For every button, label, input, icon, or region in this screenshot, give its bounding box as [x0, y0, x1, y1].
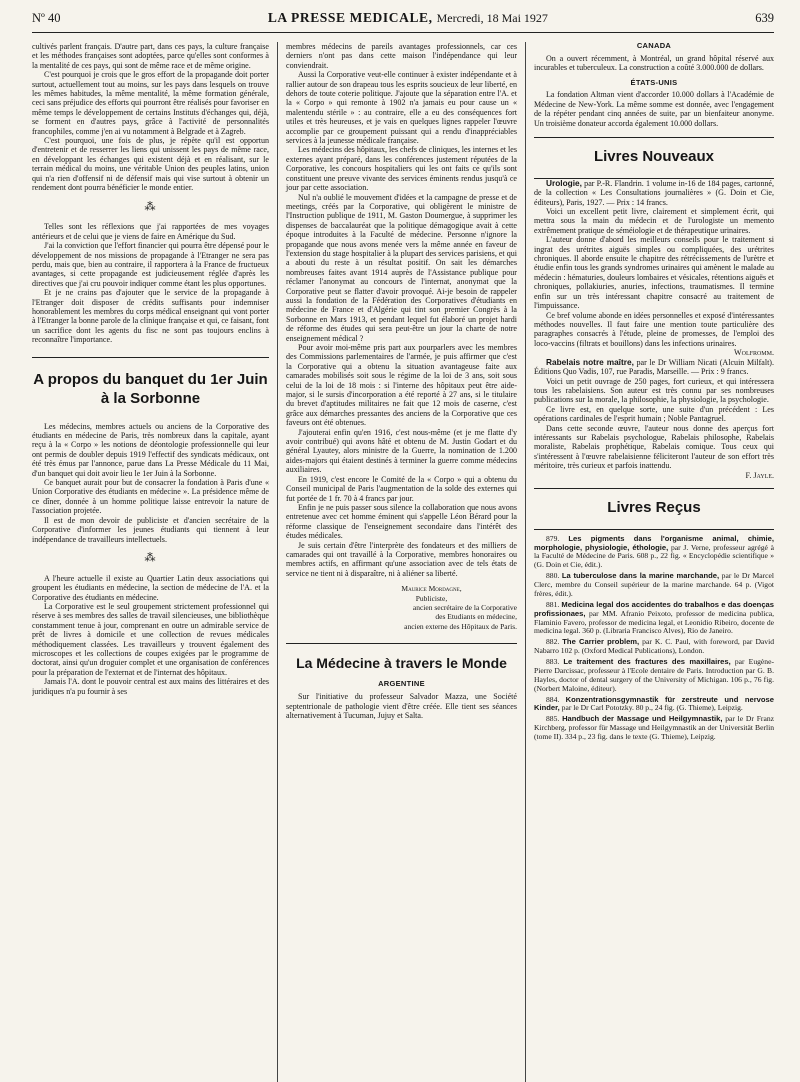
author-title: ancien secrétaire de la Corporative [412, 602, 517, 612]
received-book-item [534, 715, 774, 742]
received-book-details: par J. Verne, professeur agrégé à la Faculté de Médecine de Paris. 608 p., 22 fig. « Encyclopédie scientifique » (G. Doin et Cie, édit.). [534, 542, 774, 570]
new-books-header [534, 137, 774, 179]
paragraph: Ce bref volume abonde en idées personnelles et exposé d'intéressantes méthodes nouvelles. Il faut faire une mention toute particulière des paragraphes consacrés à l'étude, pleine de promesses, de l'emploi des loco-vaccins (filtrats et bouillons) dans les infections urinaires. [534, 310, 774, 348]
paragraph: Les médecins des hôpitaux, les chefs de cliniques, les internes et les externes ayant préparé, dans les conférences justement réputées de la Corporative, les concours hospitaliers qui les ont faits ce qu'ils sont constituent une preuve vivante des services éminents rendus jusqu'à ce jour par cette association. [286, 145, 517, 193]
received-book-item [534, 601, 774, 637]
column-1 [32, 42, 278, 1082]
section-title-world: La Médecine à travers le Monde [296, 655, 507, 672]
author-title: ancien externe des Hôpitaux de Paris. [404, 621, 517, 631]
paragraph: Ce livre est, en quelque sorte, une suite d'un précédent : Les opérations cardinales de l'esprit humain ; Noble Pantagruel. [534, 404, 774, 424]
received-books-header [534, 488, 774, 530]
page-number: 639 [755, 11, 774, 25]
paragraph: La Corporative est le seul groupement strictement professionnel qui réserve à ses membres des salles de travail silencieuses, une bibliothèque constamment tenue à jour, comprenant en outre un admirable service de prêt de livres à domicile et une collection de revues médicales méthodiquement classées. Les travailleurs y trouvent également des microscopes et les collections de coupes exigées par le programme de doctorat, ainsi qu'un droguier complet et une organisation de conférences pour la préparation de l'externat et de l'internat des hôpitaux. [32, 602, 269, 677]
received-book-details: par K. C. Paul, with foreword, par David Nabarro 102 p. (Oxford Medical Publications), London. [534, 637, 774, 656]
paragraph: L'auteur donne d'abord les meilleurs conseils pour le traitement si ingrat des urétrites aiguës simples ou compliquées, des urétrites chroniques. Il aborde ensuite le chapitre des rétrécissements de l'urètre et étudie enfin tous les grands syndromes urinaires qui amènent le malade au médecin : hématuries, douleurs lombaires et vésicales, rétentions aiguës et chroniques, pollakiuries, anuries, infections, traumatismes. Il termine enfin sur un très intéressant chapitre consacré au traitement de l'impuissance. [534, 235, 774, 311]
paragraph: Jamais l'A. dont le pouvoir central est aux mains des littéraires et des juridiques n'a pu fournir à ses [32, 677, 269, 696]
received-book-title: Handbuch der Massage und Heilgymnastik, [562, 714, 723, 724]
section-title-received-books: Livres Reçus [607, 499, 701, 517]
issue-number: Nº 40 [32, 11, 61, 25]
section-divider [286, 643, 517, 644]
received-books-list [534, 535, 774, 742]
paragraph: Il est de mon devoir de publiciste et d'ancien secrétaire de la Corporative d'informer les jeunes étudiants qui tiennent à leur indépendance de travailleurs intellectuels. [32, 515, 269, 544]
received-book-number: 879. [546, 533, 560, 543]
reviewer-signature: Wolfromm. [734, 348, 774, 358]
received-book-title: Medicina legal dos accidentes do trabalhos e das doenças profissionaes, [534, 599, 774, 618]
section-title-banquet [32, 370, 269, 409]
received-book-details: par le Dr Franz Kirchberg, professor für Massage und Heilgymnastik an der Universität Berlin (tome II). 334 p., 23 fig. dans le texte (G. Thieme), Leipzig. [534, 714, 774, 742]
paragraph: Ce banquet aurait pour but de consacrer la fondation à Paris d'une « Union Corporative des étudiants en médecine ». La présidence même de ce dîner, donnée à un homme politique laisse entrevoir la nature de l'association projetée. [32, 478, 269, 516]
paragraph: On a ouvert récemment, à Montréal, un grand hôpital réservé aux incurables et tuberculeux. La construction a coûté 3.000.000 de dollars. [534, 53, 774, 73]
author-title: Publiciste, [415, 593, 448, 603]
received-book-details: par le Dr Carl Pototzky. 80 p., 24 fig. (G. Thieme), Leipzig. [561, 703, 743, 713]
received-book-number: 883. [546, 657, 560, 667]
book-reference: par P.-R. Flandrin. 1 volume in-16 de 184 pages, cartonné, de la collection « Les Consultations journalières » (G. Doin et Cie, éditeurs), Paris, 1927. — Prix : 14 francs. [534, 178, 774, 207]
paragraph: Telles sont les réflexions que j'ai rapportées de mes voyages antérieurs et de celui que je viens de faire en Amérique du Sud. [32, 222, 269, 241]
received-book-details: par Eugène-Pierre Darcissac, professeur à l'Ecole dentaire de Paris. Introduction par G. B. Hayles, doctor of dental surgery of the University of Michigan. 106 p., 76 fig. (Norbert Maloine, éditeur). [534, 657, 774, 693]
column-2 [278, 42, 526, 1082]
asterism: ⁂ [144, 551, 157, 564]
page-header [32, 0, 774, 33]
paragraph: Je suis certain d'être l'interprète des fondateurs et des milliers de camarades qui ont travaillé à la Corporative, membres honoraires ou membres actifs, en affirmant qu'une association avec de tels états de service ne tient ni à disparaître, ni à aliéner sa liberté. [286, 540, 517, 578]
paragraph: Aussi la Corporative veut-elle continuer à exister indépendante et à rallier autour de son drapeau tous les esprits soucieux de leur liberté, en dehors de toute coterie politique. J'ajoute que la séparation entre l'A. et la « Corpo » qui remonte à 1902 n'a jamais eu pour cause un « malentendu stérile » : au contraire, elle a eu des conséquences fort utiles et très heureuses, et je vais en quelques lignes rappeler l'œuvre accomplie par ce groupement puissant qui a rendu d'inappréciables services à la jeunesse médicale française. [286, 70, 517, 146]
paragraph: cultivés parlent français. D'autre part, dans ces pays, la culture française et les méthodes françaises sont adoptées, parce qu'elles sont conformes à la mentalité de ces pays, qui sont de même race et de même origine. [32, 42, 269, 70]
author-name: Maurice Mordagne, [401, 584, 462, 594]
received-book-details: par le Dr Marcel Clerc, membre du Conseil supérieur de la marine marchande. 64 p. (Vigot frères, édit.). [534, 571, 774, 598]
paragraph: Les médecins, membres actuels ou anciens de la Corporative des étudiants en médecine de Paris, très nombreux dans la capitale, ayant reçu à la « Corpo » les notions de déontologie professionnelle qui leur ont permis de doubler depuis 1919 l'effectif des syndicats médicaux, ont été très émus par l'annonce, parue dans La Presse Médicale du 11 Mai, d'un banquet qui doit avoir lieu le 1er Juin à la Sorbonne. [32, 421, 269, 478]
issue-date: Mercredi, 18 Mai 1927 [436, 11, 548, 25]
received-book-title: Le traitement des fractures des maxillaires, [563, 657, 731, 667]
book-reference: par le Dr William Nicati (Alcuin Milfalt). Éditions Quo Vadis, 107, rue Paradis, Marseille. — Prix : 9 francs. [534, 357, 774, 377]
received-book-title: The Carrier problem, [562, 637, 640, 647]
paragraph: Dans cette seconde œuvre, l'auteur nous donne des aperçus fort intéressants sur Rabelais psychologue, Rabelais philosophe, Rabelais moraliste, Rabelais prophétique, Rabelais comique. Tous ceux qui s'intéressent à l'œuvre rabelaisienne féliciteront l'auteur de son effort très méritoire, très curieux et parfois inattendu. [534, 423, 774, 471]
paragraph: Voici un excellent petit livre, clairement et simplement écrit, qui mettra sous la main du médecin et de l'urologiste un memento extrêmement pratique de séméiologie et de thérapeutique urinaires. [534, 207, 774, 235]
column-3 [526, 42, 774, 1082]
received-book-details: par MM. Afranio Peixoto, professor de medicina publica, Flaminio Favero, professor de medicina legal, et Leonidio Ribeiro, docente de medicina legal. 360 p. (Libraria Francisco Alves), Rio de Janeiro. [534, 608, 774, 636]
paragraph: En 1919, c'est encore le Comité de la « Corpo » qui a obtenu du Conseil municipal de Paris l'augmentation de la solde des externes qui fut portée de 1 fr. 70 à 4 francs par jour. [286, 474, 517, 503]
asterism: ⁂ [144, 200, 157, 213]
signature-block [286, 584, 517, 631]
paragraph: Voici un petit ouvrage de 250 pages, fort curieux, et qui intéressera tous les rabelaisiens. Son auteur est très connu par ses nombreuses publications sur la morale, la philosophie, la physiologie, la psychologie. [534, 376, 774, 405]
received-book-item [534, 572, 774, 599]
paragraph: J'ajouterai enfin qu'en 1916, c'est nous-même (et je me flatte d'y avoir contribué) qui avons hâté et obtenu de M. Justin Godart et du général Lyautey, alors ministre de la Guerre, la nomination de 1.200 aides-majors qui étaient destinés à terminer la guerre comme médecins auxiliaires. [286, 427, 517, 475]
paragraph: A l'heure actuelle il existe au Quartier Latin deux associations qui groupent les étudiants en médecine, la section de médecine de l'A. et la Corporative des étudiants en médecine. [32, 573, 269, 602]
country-heading: CANADA [636, 42, 672, 50]
received-book-title: Les pigments dans l'organisme animal, chimie, morphologie, physiologie, éthologie, [534, 533, 774, 552]
received-book-title: Konzentrationsgymnastik für zerstreute und nervose Kinder, [534, 694, 774, 713]
paragraph: C'est pourquoi je crois que le gros effort de la propagande doit porter surtout, actuellement tout au moins, sur les pays dans lesquels on trouve les mêmes habitudes, la même mentalité, la même formation générale, ceci sans préjudice des efforts qui pourront être réalisés pour favoriser en même temps le développement de certains Instituts d'échanges qui, déjà, se forment en d'autres pays, grâce à l'activité de personnalités francophiles, comme j'en ai vu notamment à Belgrade et à Zagreb. [32, 70, 269, 136]
received-book-title: La tuberculose dans la marine marchande, [561, 571, 720, 581]
paragraph: membres médecins de pareils avantages professionnels, car ces derniers n'ont pas dans cette maison l'indépendance qui leur conviendrait. [286, 42, 517, 70]
paragraph: Nul n'a oublié le mouvement d'idées et la campagne de presse et de meetings, créés par la Corporative, qui obligèrent le ministre de l'Instruction publique de 1911, M. Gaston Doumergue, à supprimer les dispenses de baccalauréat que la politique démagogique avait à cette époque introduites à la Faculté de médecine. Personne n'ignore la propagande que nous avons menée vers la même année en faveur de l'extension du stage hospitalier à la plupart des services parisiens, et qui a abouti du reste à un résultat positif. On sait les démarches nombreuses faites avant 1914 auprès de l'Assistance publique pour réclamer l'anonymat au concours de l'internat, anonymat que la Corporative peut se flatter d'avoir provoqué. Ai-je besoin de rappeler aussi la fondation de la Fédération des Corporatives d'étudiants en médecine de France et d'Algérie qui tint son premier Congrès à la Sorbonne en Mars 1913, et pendant lequel fut élaboré un projet hardi de réforme des études qui sera peut-être un jour la charte de notre enseignement médical ? [286, 192, 517, 343]
received-book-item [534, 696, 774, 714]
paragraph: La fondation Altman vient d'accorder 10.000 dollars à l'Académie de Médecine de New-York. La même somme est donnée, avec l'engagement de la répéter pendant cinq années de suite, par un bienfaiteur anonyme. Un troisième donateur accorda également 10.000 dollars. [534, 90, 774, 128]
paragraph: Sur l'initiative du professeur Salvador Mazza, une Société septentrionale de pathologie vient d'être créée. Elle tient ses séances alternativement à Tucuman, Jujuy et Salta. [286, 692, 517, 720]
paragraph: C'est pourquoi, une fois de plus, je répète qu'il est opportun d'entretenir et de resserrer les liens qui unissent les pays de même race, en développant les échanges qui existent déjà et en réalisant, sur le terrain médical du moins, une véritable Union des peuples latins, union qui n'a rien d'offensif ni de défensif mais qui vise surtout à obtenir un rendement dont pourra bénéficier le monde entier. [32, 136, 269, 193]
country-heading: ARGENTINE [378, 679, 425, 689]
reviewer-signature: F. Jayle. [745, 470, 774, 480]
received-book-number: 884. [546, 694, 560, 704]
received-book-number: 881. [546, 599, 560, 609]
journal-title [268, 10, 548, 26]
received-book-number: 880. [546, 571, 560, 581]
book-entry [534, 179, 774, 208]
columns [32, 42, 774, 1082]
paragraph: Pour avoir moi-même pris part aux pourparlers avec les membres des Commissions parlementaires de l'armée, je puis affirmer que c'est la Corporative qui a obtenu la situation avantageuse faite aux camarades mobilisés soit sous le régime de la loi de 3 ans, soit sous celui de la loi de 18 mois : si l'interne des hôpitaux peut être aide-major, si le sursis d'incorporation a été reporté à 27 ans, si le titulaire du brevet d'aptitudes militaires ne fait que 12 mois de caserne, c'est grâce aux démarches pressantes des anciens de la Corporative que ces faveurs ont été obtenues. [286, 343, 517, 428]
received-book-number: 885. [546, 714, 560, 724]
book-entry [534, 358, 774, 377]
paragraph: Enfin je ne puis passer sous silence la collaboration que nous avons entretenue avec cet homme éminent qui s'appelle Léon Bérard pour la réforme classique de l'enseignement secondaire dans l'intérêt des études médicales. [286, 502, 517, 541]
author-title: des Etudiants en médecine, [435, 612, 517, 622]
paragraph: J'ai la conviction que l'effort financier qui pourra être dépensé pour le développement de nos missions de propagande à l'Etranger ne sera pas perdu, mais que, bien au contraire, il rapportera à la France de fructueux avantages, si cette propagande est judicieusement réglée d'après les directives que j'ai cru pouvoir indiquer comme étant les plus opportunes. [32, 241, 269, 288]
section-title-line-2: à la Sorbonne [100, 390, 201, 408]
paragraph: Et je ne crains pas d'ajouter que le service de la propagande à l'Etranger doit disposer de crédits suffisants pour indemniser honorablement les membres du corps médical enseignant qui vont porter à l'Etranger la bonne parole de la clinique française et qui, ce faisant, font un sacrifice dont les agents du fisc ne sont pas toujours enclins à reconnaître l'importance. [32, 288, 269, 345]
section-title-line-1: A propos du banquet du 1er Juin [33, 370, 268, 388]
book-title: Rabelais notre maître, [546, 356, 634, 367]
received-book-number: 882. [546, 637, 560, 647]
book-title: Urologie, [546, 177, 582, 188]
received-book-item [534, 638, 774, 656]
section-divider [32, 357, 269, 358]
journal-name: LA PRESSE MEDICALE, [267, 10, 433, 25]
received-book-item [534, 535, 774, 571]
section-title-new-books: Livres Nouveaux [593, 147, 715, 165]
country-heading: ÉTATS-UNIS [630, 77, 678, 87]
received-book-item [534, 658, 774, 694]
